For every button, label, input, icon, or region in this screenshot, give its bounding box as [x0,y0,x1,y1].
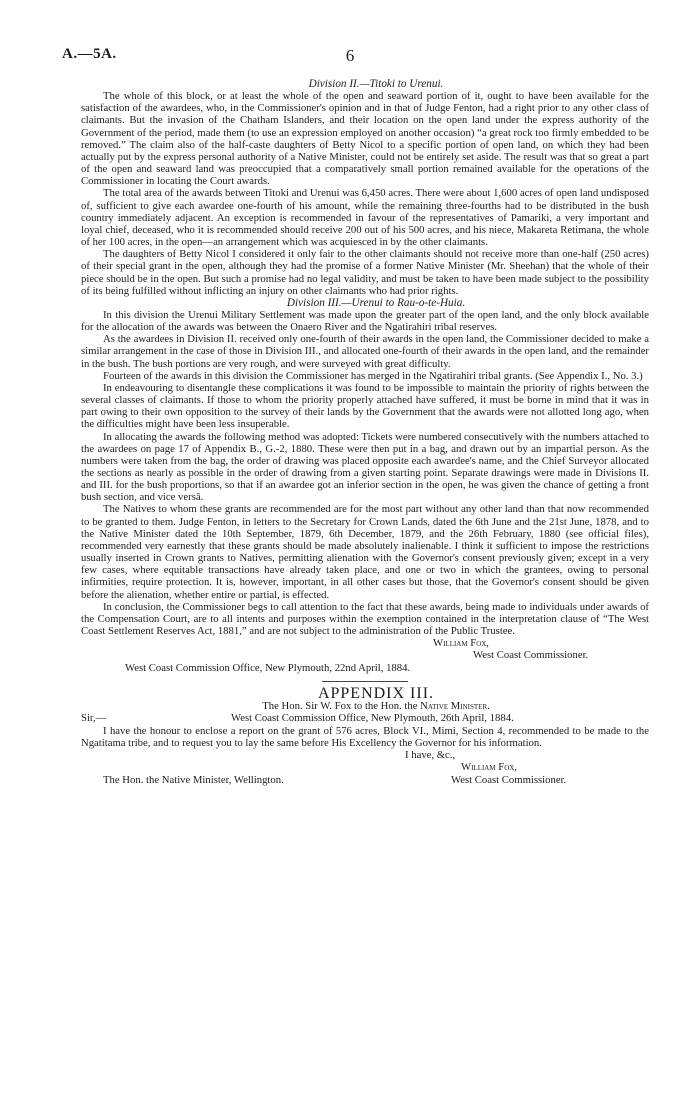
letter-closing: I have, &c., [405,749,456,762]
division-2-paragraph-2: The total area of the awards between Titoki and Urenui was 6,450 acres. There were about 1,600 acres of open land undisposed of, sufficient to give each awardee one-fourth of his amount, while the remaining three-fourths had to be distributed in the bush country immediately adjacent. An exception is recommended in favour of the representatives of Pamariki, a very important and loyal chief, deceased, who it is recommended should receive 200 out of his 500 acres, and his niece, Makareta Retimana, the whole of her 100 acres, in the open—an arrangement which was acquiesced in by the other claimants. [81,187,649,249]
division-3-paragraph-2: As the awardees in Division II. received only one-fourth of their awards in the open land, the Commissioner decided to make a similar arrangement in the case of those in Division III., and allocated one-fourth of their awards in the open land, and the remainder in the bush. The bush portions are very rough, and were surveyed with great difficulty. [81,333,649,370]
letter-from-to [81,700,649,712]
appendix-title: APPENDIX III. [317,684,435,702]
division-3-heading: Division III.—Urenui to Rau-o-te-Huia. [286,296,466,309]
letter-salutation-line [81,712,649,725]
division-2-heading: Division II.—Titoki to Urenui. [308,78,444,90]
letter-office-date: West Coast Commission Office, New Plymouth, 26th April, 1884. [231,711,514,724]
section-divider [322,681,408,682]
letter-signature-name: William Fox, [461,761,517,774]
division-3-paragraph-1: In this division the Urenui Military Settlement was made upon the greater part of the open land, and the only block available for the allocation of the awards was between the Onaero River and the Ngatirahiri tribal reserves. [81,308,649,334]
letter-from-to-prefix: The Hon. Sir W. Fox to the Hon. the [262,699,421,712]
page-number: 6 [345,46,355,65]
letter-salutation: Sir,— [81,711,107,724]
division-2-paragraph-3: The daughters of Betty Nicol I considered it only fair to the other claimants should not receive more than one-half (250 acres) of their special grant in the open, although they had the promise of a former Native Minister (Mr. Sheehan) that the whole of their piece should be in the open. But such a promise had no legal validity, and must be taken to have been made subject to the possibility of its being fulfilled without inflicting an injury on other claimants who had prior rights. [81,248,649,297]
division-3-paragraph-4: In endeavouring to disentangle these complications it was found to be impossible to maintain the priority of rights between the several classes of claimants. If those to whom the priority properly attached have suffered, it must be borne in mind that it was in part owing to their own opposition to the survey of their lands by the Government that the awards were not allotted long ago, when the difficulties might have been less insuperable. [81,381,649,431]
division-3-paragraph-5: In allocating the awards the following method was adopted: Tickets were numbered consecutively with the numbers attached to the awardees on page 17 of Appendix B., G.-2, 1880. These were then put in a bag, and drawn out by an impartial person. As the numbers were taken from the bag, the order of drawing was placed opposite each awardee's name, and the Chief Surveyor allocated the sections as nearly as possible in the order of drawing from a given starting point. Separate drawings were made in Divisions II. and III. for the bush proportions, so that if an awardee got an inferior section in the open, he was given the chance of getting a front bush section, and vice versâ. [81,430,649,504]
document-body [81,78,649,788]
division-3-paragraph-6: The Natives to whom these grants are recommended are for the most part without any other land than that now recommended to be granted to them. Judge Fenton, in letters to the Secretary for Crown Lands, dated the 6th June and the 21st June, 1878, and to the Native Minister dated the 10th September, 1879, 6th December, 1879, and the 26th February, 1880 (see official files), recommended very earnestly that these grants should be made absolutely inalienable. I think it sufficient to impose the restrictions usually inserted in Crown grants to Natives, permitting alienation with the Governor's consent previously given; except in a very few cases, where equitable transactions have already taken place, and one or two in which the grantees, owing to personal infirmities, require protection. It is, however, important, in all other cases but those, that the Governor's consent should be given before the alienation, whether entire or partial, is effected. [81,503,649,601]
letter-recipient: Native Minister. [420,699,490,712]
letter-addressee: The Hon. the Native Minister, Wellington. [103,774,284,787]
letter-signature-line [81,761,649,774]
division-3-paragraph-3: Fourteen of the awards in this division the Commissioner has merged in the Ngatirahiri tribal grants. (See Appendix I., No. 3.) [103,369,643,382]
report-place-date: West Coast Commission Office, New Plymouth, 22nd April, 1884. [125,661,411,674]
letter-signature-title: West Coast Commissioner. [451,774,567,787]
letter-footer [81,774,649,788]
report-signature-title: West Coast Commissioner. [473,649,589,662]
division-3-paragraph-7: In conclusion, the Commissioner begs to call attention to the fact that these awards, being made to individuals under awards of the Compensation Court, are to all intents and purposes within the exemption contained in the interpretation clause of “The West Coast Settlement Reserves Act, 1881,” and are not subject to the administration of the Public Trustee. [81,600,649,638]
document-reference: A.—5A. [62,46,117,62]
page-header [62,46,638,68]
letter-body: I have the honour to enclose a report on the grant of 576 acres, Block VI., Mimi, Section 4, recommended to be made to the Ngatitama tribe, and to request you to lay the same before His Excellency the Governor for his information. [81,724,649,750]
division-2-paragraph-1: The whole of this block, or at least the whole of the open and seaward portion of it, ought to have been available for the satisfaction of the awardees, who, in the Commissioner's opinion and in that of Judge Fenton, had a right prior to any other class of claimants. But the invasion of the Chatham Islanders, and their location on the open land under the express authority of the Government of the period, made them (to use an expression employed on another occasion) “a great rock too firmly embedded to be removed.” The claim also of the half-caste daughters of Betty Nicol to a specific portion of open land, on which they had been actually put by the express personal authority of a Native Minister, could not be entirely set aside. The result was that so great a part of the open and seaward land was preoccupied that a comparatively small portion remained available for the operations of the Commissioner in locating the Court awards. [81,90,649,188]
report-signature-name: William Fox, [433,637,489,650]
